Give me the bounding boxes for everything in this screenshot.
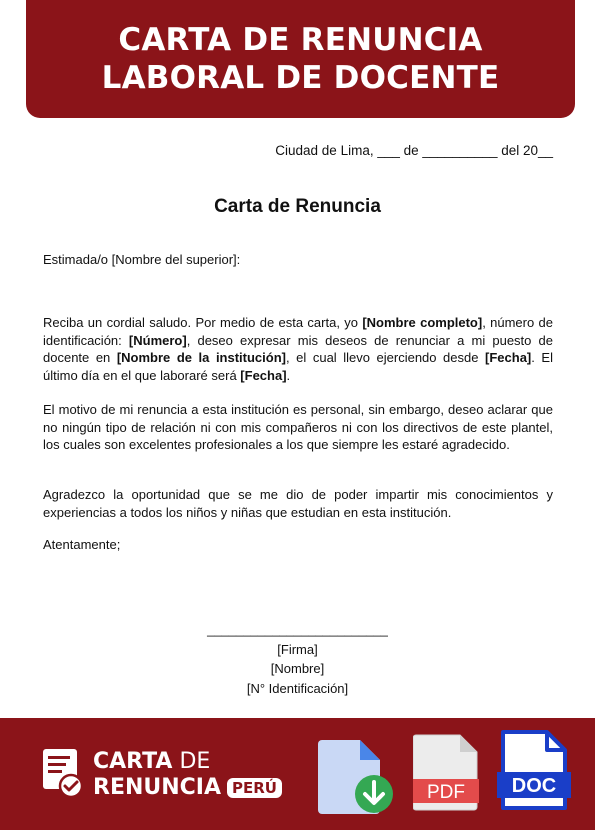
- banner-title-line-2: LABORAL DE DOCENTE: [101, 60, 500, 96]
- header-banner: [26, 0, 575, 118]
- signature-block: [0, 620, 595, 698]
- closing: Atentamente;: [43, 537, 121, 552]
- brand-word-renuncia: RENUNCIA: [93, 775, 222, 800]
- doc-file-icon[interactable]: [495, 730, 573, 812]
- placeholder-last-date: [Fecha]: [240, 367, 287, 383]
- brand-word-carta: CARTA: [93, 749, 173, 774]
- pdf-file-icon[interactable]: [413, 733, 479, 811]
- google-doc-download-icon[interactable]: [318, 736, 396, 814]
- banner-title-line-1: CARTA DE RENUNCIA: [118, 22, 483, 58]
- brand-word-de: DE: [172, 749, 211, 774]
- placeholder-institution: [Nombre de la institución]: [116, 350, 286, 366]
- signature-nombre: [Nombre]: [270, 661, 325, 676]
- paragraph-3: Agradezco la oportunidad que se me dio de poder impartir mis conocimientos y experiencias a todos los niños y niñas que estudian en esta institución.: [43, 487, 553, 520]
- doc-label: DOC: [511, 775, 557, 797]
- signature-id: [N° Identificación]: [246, 680, 349, 696]
- p1-text-5: . El último día en el que laboraré será: [43, 350, 553, 383]
- placeholder-full-name: [Nombre completo]: [362, 315, 483, 330]
- brand-logo: [93, 749, 282, 801]
- date-line: Ciudad de Lima, ___ de __________ del 20__: [275, 143, 553, 158]
- signature-line: _________________________: [207, 622, 388, 637]
- pdf-label: PDF: [427, 782, 465, 803]
- p1-text-3: , deseo expresar mis deseos de renunciar a mi puesto de docente en: [43, 332, 553, 366]
- p1-text-1: Reciba un cordial saludo. Por medio de esta carta, yo: [43, 315, 363, 330]
- brand-badge-peru: PERÚ: [227, 778, 282, 798]
- p1-text-2: , número de identificación:: [43, 315, 554, 348]
- greeting: Estimada/o [Nombre del superior]:: [43, 252, 241, 267]
- p1-text-4: , el cual llevo ejerciendo desde: [286, 350, 486, 366]
- p1-text-6: .: [286, 367, 291, 383]
- letter-logo-icon: [42, 748, 84, 800]
- placeholder-start-date: [Fecha]: [485, 350, 532, 366]
- paragraph-2: El motivo de mi renuncia a esta institución es personal, sin embargo, deseo aclarar que no ningún tipo de relación ni con mis compañeros ni con los directivos de este plantel, los cuales son excelentes profesionales a los que siempre les estaré agradecido.: [43, 402, 553, 453]
- paragraph-1: [43, 314, 553, 384]
- placeholder-id-number: [Número]: [128, 332, 187, 348]
- signature-firma: [Firma]: [277, 641, 318, 657]
- letter-title: Carta de Renuncia: [214, 196, 381, 217]
